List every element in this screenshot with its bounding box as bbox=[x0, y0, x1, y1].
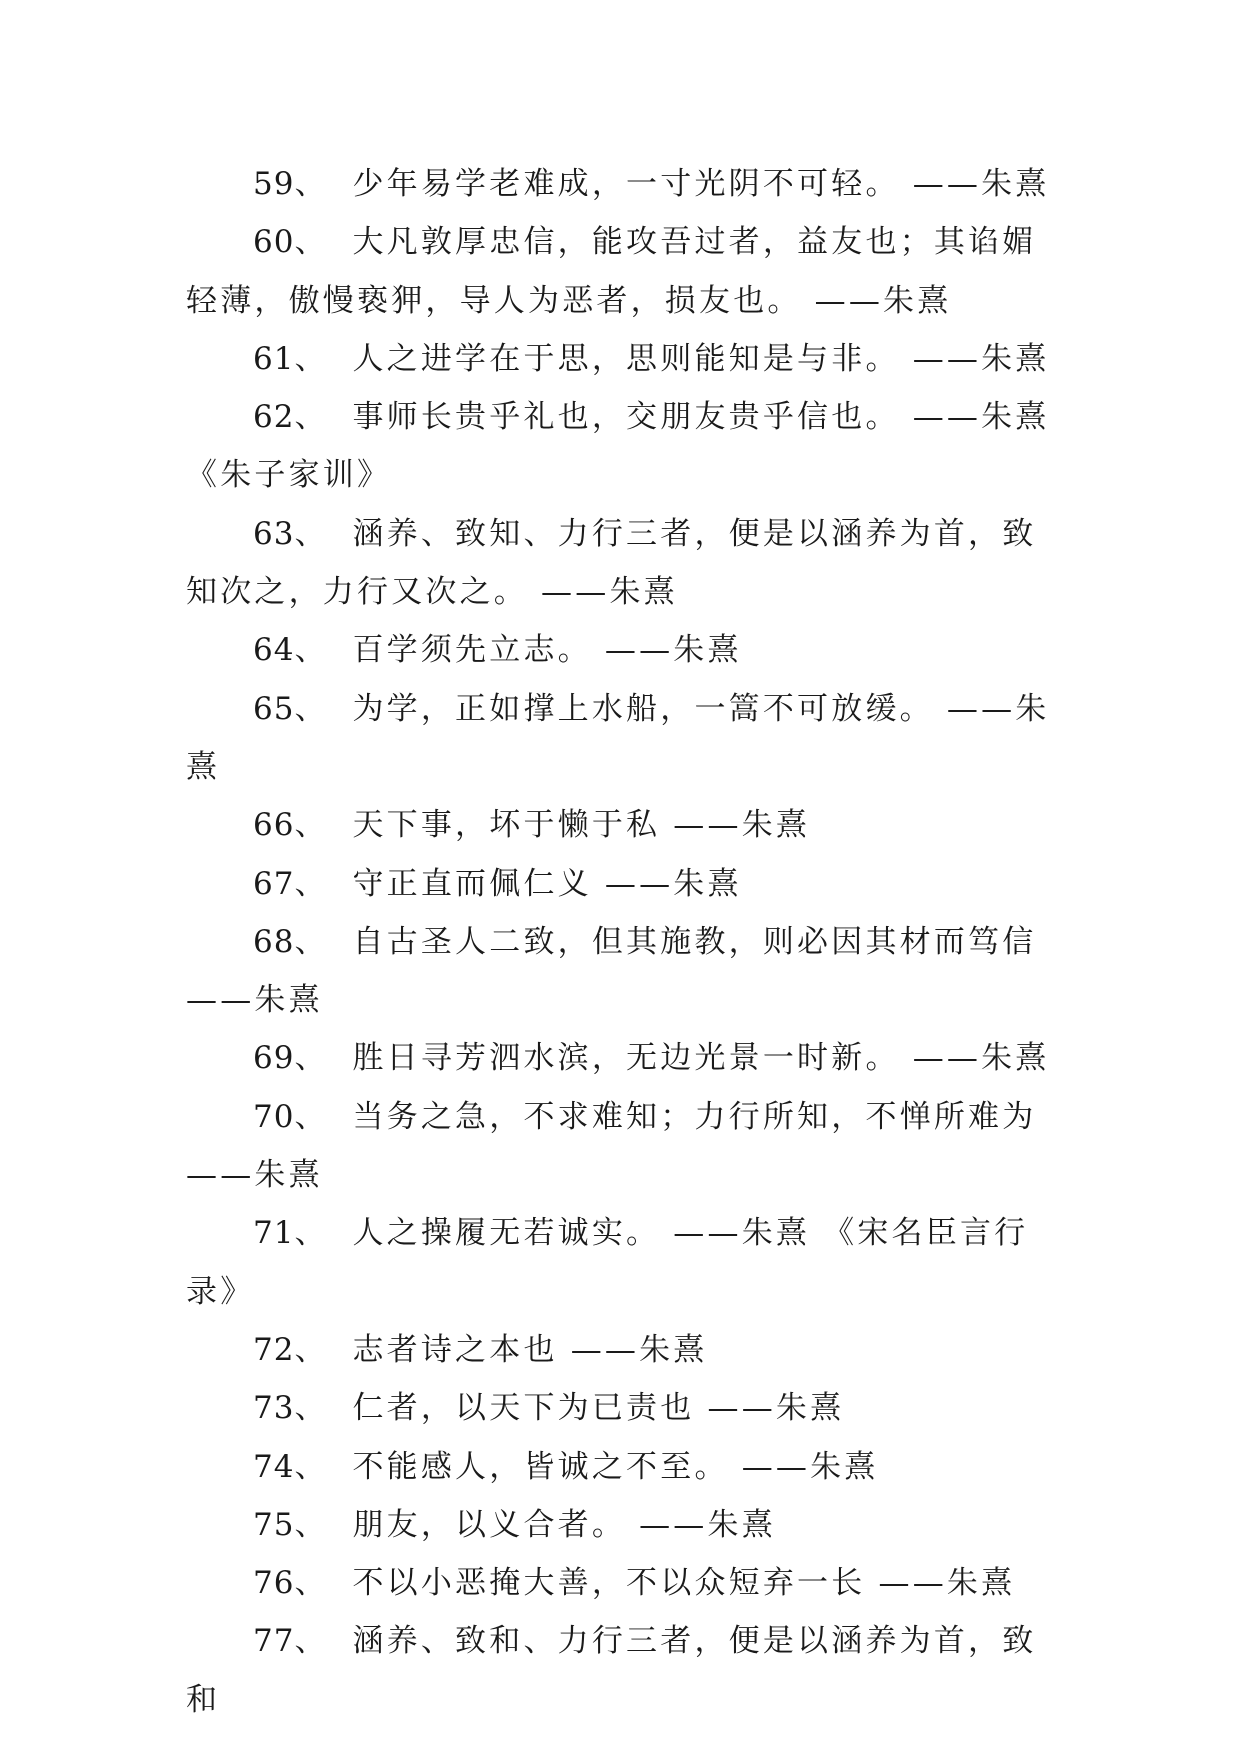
quote-number: 74、 bbox=[253, 1448, 327, 1485]
quote-number: 76、 bbox=[253, 1565, 327, 1602]
quote-number: 62、 bbox=[253, 399, 327, 436]
quote-number: 65、 bbox=[253, 690, 327, 727]
quote-text: 仁者，以天下为已责也 ——朱熹 bbox=[352, 1390, 845, 1427]
quote-number: 60、 bbox=[253, 224, 327, 261]
quote-number: 71、 bbox=[253, 1215, 327, 1252]
quote-text: 人之进学在于思，思则能知是与非。 ——朱熹 bbox=[352, 340, 1050, 377]
quote-item bbox=[186, 1088, 1056, 1205]
quote-text: 涵养、致知、力行三者，便是以涵养为首，致知次之，力行又次之。 ——朱熹 bbox=[186, 515, 1037, 611]
quote-number: 64、 bbox=[253, 632, 327, 669]
quote-item bbox=[186, 1204, 1056, 1321]
quote-item bbox=[186, 1496, 1056, 1554]
quote-item bbox=[186, 680, 1056, 797]
quote-text: 天下事，坏于懒于私 ——朱熹 bbox=[352, 807, 811, 844]
quote-item bbox=[186, 388, 1056, 505]
quote-text: 百学须先立志。 ——朱熹 bbox=[352, 632, 742, 669]
quote-number: 63、 bbox=[253, 515, 327, 552]
quote-text: 人之操履无若诚实。 ——朱熹 《宋名臣言行录》 bbox=[186, 1215, 1029, 1310]
quote-number: 70、 bbox=[253, 1098, 327, 1135]
quote-number: 59、 bbox=[253, 166, 327, 202]
quote-item bbox=[186, 1029, 1056, 1087]
quote-number: 75、 bbox=[253, 1506, 327, 1543]
quote-text: 胜日寻芳泗水滨，无边光景一时新。 ——朱熹 bbox=[352, 1040, 1050, 1077]
quote-item bbox=[186, 855, 1056, 913]
quote-text: 自古圣人二致，但其施教，则必因其材而笃信——朱熹 bbox=[186, 923, 1037, 1019]
quote-text: 事师长贵乎礼也，交朋友贵乎信也。 ——朱熹《朱子家训》 bbox=[186, 399, 1050, 494]
quote-text: 当务之急，不求难知；力行所知，不惮所难为——朱熹 bbox=[186, 1098, 1037, 1194]
quote-number: 69、 bbox=[253, 1040, 327, 1077]
quote-number: 67、 bbox=[253, 865, 327, 902]
quote-text: 不以小恶掩大善，不以众短弃一长 ——朱熹 bbox=[352, 1565, 1016, 1602]
quote-number: 73、 bbox=[253, 1390, 327, 1427]
quote-text: 志者诗之本也 ——朱熹 bbox=[352, 1331, 708, 1368]
quote-item bbox=[186, 155, 1056, 213]
quote-item bbox=[186, 213, 1056, 330]
quote-item bbox=[186, 621, 1056, 679]
quote-text: 少年易学老难成，一寸光阴不可轻。 ——朱熹 bbox=[352, 166, 1050, 202]
quote-number: 66、 bbox=[253, 807, 327, 844]
quote-item bbox=[186, 796, 1056, 854]
quote-number: 72、 bbox=[253, 1331, 327, 1368]
quote-number: 61、 bbox=[253, 340, 327, 377]
quote-item bbox=[186, 1438, 1056, 1496]
quote-number: 68、 bbox=[253, 923, 327, 960]
quote-text: 大凡敦厚忠信，能攻吾过者，益友也；其谄媚轻薄，傲慢亵狎，导人为恶者，损友也。 ——朱熹 bbox=[186, 224, 1037, 319]
quote-item bbox=[186, 505, 1056, 622]
quote-item bbox=[186, 1612, 1056, 1729]
quote-item bbox=[186, 913, 1056, 1030]
quote-number: 77、 bbox=[253, 1623, 327, 1660]
quote-item bbox=[186, 1554, 1056, 1612]
quote-text: 守正直而佩仁义 ——朱熹 bbox=[352, 865, 742, 902]
quote-list bbox=[186, 155, 1056, 1729]
quote-item bbox=[186, 1379, 1056, 1437]
quote-item bbox=[186, 1321, 1056, 1379]
quote-text: 不能感人，皆诚之不至。 ——朱熹 bbox=[352, 1448, 879, 1485]
quote-item bbox=[186, 330, 1056, 388]
quote-text: 朋友，以义合者。 ——朱熹 bbox=[352, 1506, 776, 1543]
quote-text: 为学，正如撑上水船，一篙不可放缓。 ——朱熹 bbox=[186, 690, 1050, 785]
quote-text: 涵养、致和、力行三者，便是以涵养为首，致和 bbox=[186, 1623, 1037, 1718]
